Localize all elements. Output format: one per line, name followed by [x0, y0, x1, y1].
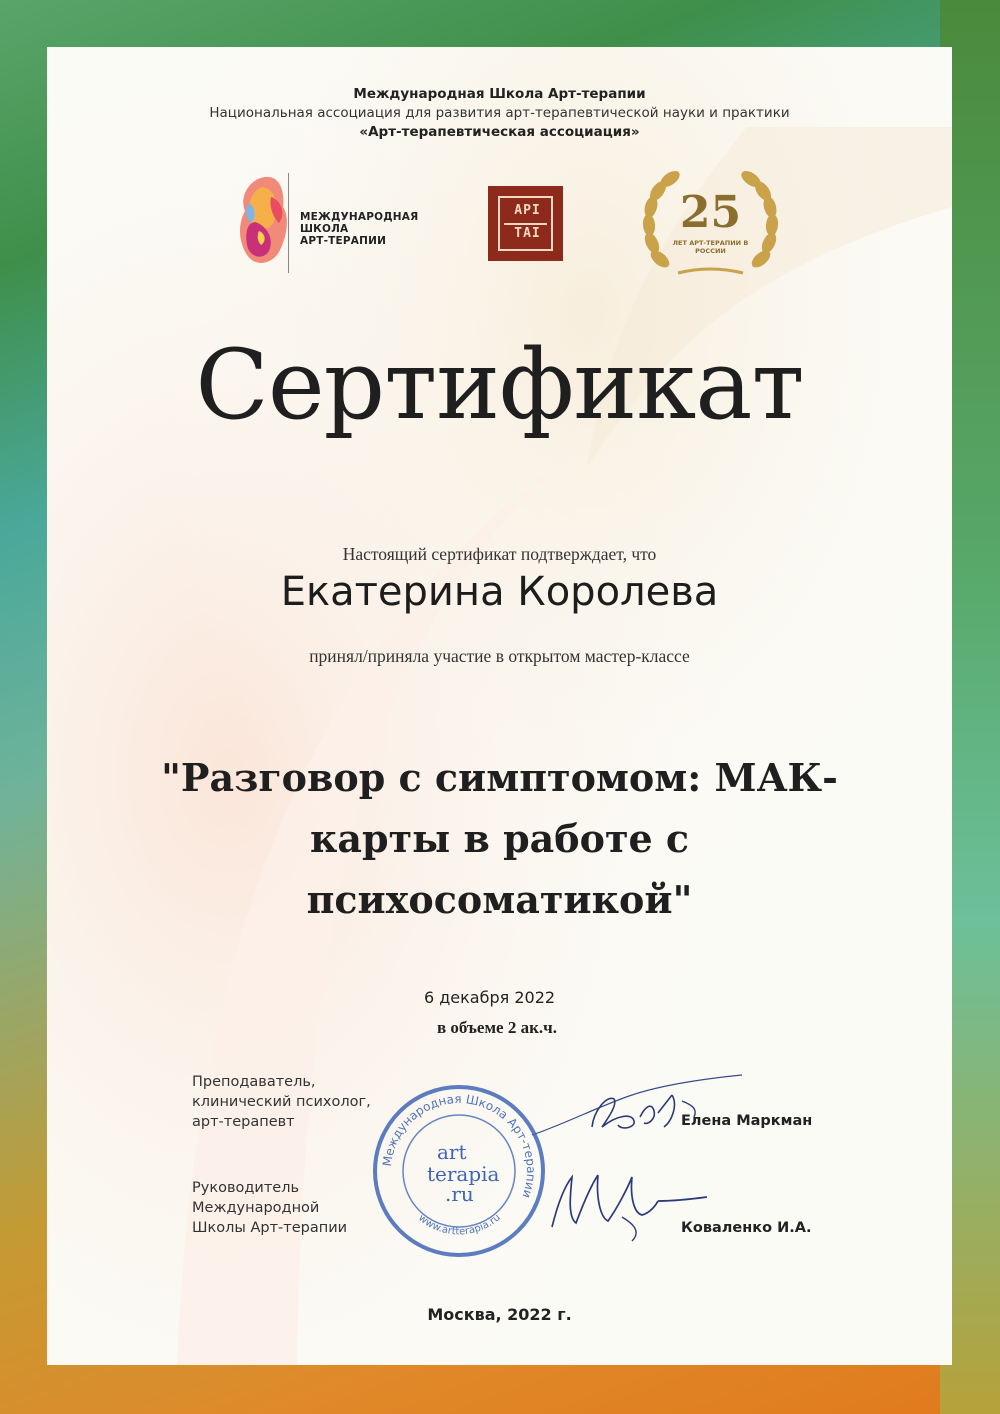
course-title: "Разговор с симптомом: МАК-карты в работе с психосоматикой": [161, 755, 838, 922]
apa-logo-bottom: ТАI: [514, 226, 541, 241]
school-stamp: [369, 1081, 549, 1261]
stamp-center-line: art: [437, 1140, 467, 1164]
school-logo-line: ШКОЛА: [300, 223, 349, 235]
signatory-2-name: Коваленко И.А.: [681, 1220, 812, 1236]
signatory-1-role: [192, 1072, 371, 1132]
certificate-paper: [47, 47, 952, 1365]
stamp-center-line: .ru: [445, 1182, 474, 1206]
stamp-ring-text: Международная Школа Арт-терапии: [380, 1091, 539, 1200]
apa-logo: [488, 186, 563, 261]
school-logo: [235, 167, 435, 277]
recipient-name: Екатерина Королева: [280, 569, 719, 615]
role-line: Международной: [192, 1200, 320, 1216]
certificate-title: Сертификат: [195, 329, 804, 441]
role-line: Преподаватель,: [192, 1074, 316, 1090]
header-association-desc: Национальная ассоциация для развития арт-терапевтической науки и практики: [209, 105, 790, 121]
signature-1-icon: [522, 1065, 752, 1155]
anniversary-number: 25: [679, 187, 742, 238]
signatory-2-role: [192, 1178, 347, 1238]
school-logo-text: [300, 211, 418, 247]
place-and-year: Москва, 2022 г.: [427, 1305, 572, 1324]
anniversary-logo: [638, 169, 783, 281]
stamp-url: www.artterapia.ru: [416, 1212, 503, 1238]
signatory-1-name: Елена Маркман: [681, 1113, 813, 1129]
apa-logo-top: АРI: [514, 203, 541, 218]
anniversary-text: ЛЕТ АРТ-ТЕРАПИИ В РОССИИ: [672, 239, 749, 255]
paint-splash-icon: [235, 167, 295, 277]
confirm-text: Настоящий сертификат подтверждает, что: [342, 544, 657, 564]
event-date: 6 декабря 2022: [423, 988, 556, 1007]
apa-logo-rule: [504, 223, 547, 225]
logo-divider: [288, 173, 289, 273]
school-logo-line: АРТ-ТЕРАПИИ: [300, 235, 387, 247]
role-line: клинический психолог,: [192, 1094, 371, 1110]
apa-logo-frame: [498, 196, 553, 251]
stamp-center-line: terapia: [427, 1162, 500, 1186]
role-line: арт-терапевт: [192, 1114, 295, 1130]
role-line: Школы Арт-терапии: [192, 1220, 348, 1236]
header-association-name: «Арт-терапевтическая ассоциация»: [359, 124, 640, 140]
school-logo-line: МЕЖДУНАРОДНАЯ: [300, 211, 419, 223]
header-school-name: Международная Школа Арт-терапии: [353, 86, 646, 102]
header: [47, 85, 952, 142]
participation-text: принял/приняла участие в открытом мастер-классе: [309, 646, 690, 666]
course-volume: в объеме 2 ак.ч.: [437, 1018, 557, 1037]
role-line: Руководитель: [192, 1180, 300, 1196]
